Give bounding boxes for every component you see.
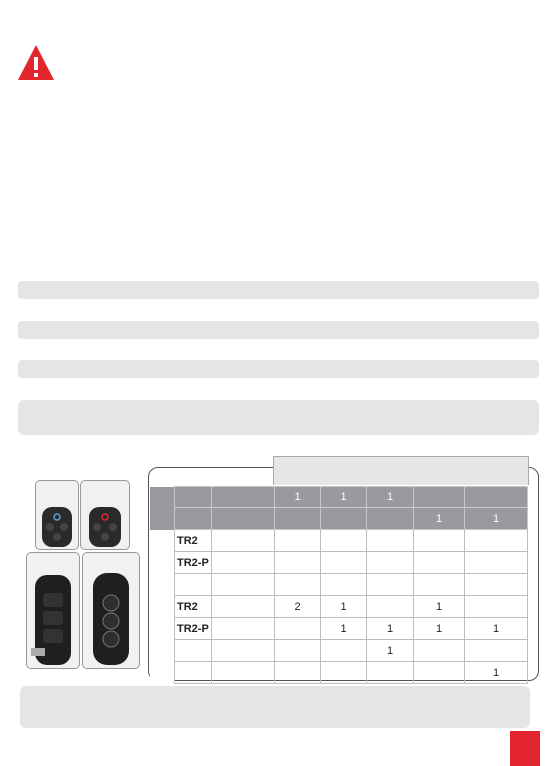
table-row-model: TR2-P	[175, 618, 212, 640]
table-row	[150, 574, 528, 596]
table-row-model: TR2	[175, 530, 212, 552]
info-bar-4	[18, 400, 539, 435]
table-row-model: TR2-P	[175, 552, 212, 574]
page-number-tab	[510, 731, 540, 766]
info-bar-3	[18, 360, 539, 378]
table-row	[150, 530, 528, 552]
table-row-model	[175, 662, 212, 684]
info-bar-1	[18, 281, 539, 299]
table-row	[150, 552, 528, 574]
remote-key-image-blue	[35, 480, 79, 550]
table-row-model	[175, 574, 212, 596]
info-bar-2	[18, 321, 539, 339]
table-header-row-1: 1 1 1	[150, 487, 528, 508]
table-header-row-2: 1 1	[150, 508, 528, 530]
table-row-model: TR2	[175, 596, 212, 618]
table-row: TR2-P 1 1 1 1	[150, 618, 528, 640]
table-row: 1	[150, 662, 528, 684]
table-row-model	[175, 640, 212, 662]
flip-key-image-large	[82, 552, 140, 669]
flip-key-image	[26, 552, 80, 669]
warning-triangle-icon	[17, 44, 55, 82]
table-row: 1	[150, 640, 528, 662]
remote-key-image-red	[80, 480, 130, 550]
table-row: TR2 2 1 1	[150, 596, 528, 618]
compatibility-table	[150, 486, 528, 684]
table-top-header-band	[273, 456, 529, 485]
footer-note-box	[20, 686, 530, 728]
